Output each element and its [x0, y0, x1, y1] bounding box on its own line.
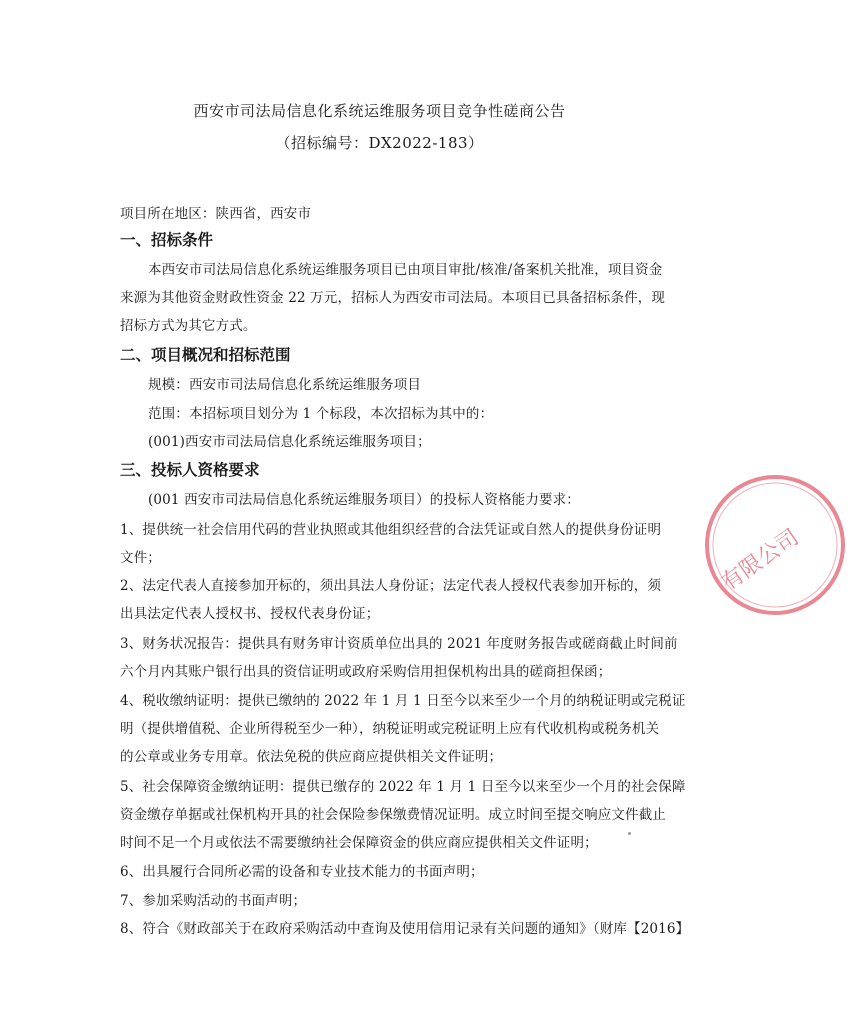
scan-speck	[628, 832, 631, 835]
section-3-line: 2、法定代表人直接参加开标的，须出具法人身份证；法定代表人授权代表参加开标的，须	[120, 578, 662, 594]
tender-number: （招标编号：DX2022-183）	[275, 134, 484, 152]
svg-text:有限公司	[717, 525, 803, 596]
section-2-line: 范围：本招标项目划分为 1 个标段，本次招标为其中的：	[148, 406, 494, 422]
section-3-line: 1、提供统一社会信用代码的营业执照或其他组织经营的合法凭证或自然人的提供身份证明	[120, 522, 662, 538]
section-3-line: 明（提供增值税、企业所得税至少一种），纳税证明或完税证明上应有代收机构或税务机关	[120, 721, 660, 737]
section-2-heading: 二、项目概况和招标范围	[120, 346, 291, 364]
red-seal-stamp	[700, 470, 850, 620]
section-3-line: 文件；	[120, 550, 161, 566]
section-3-line: 六个月内其账户银行出具的资信证明或政府采购信用担保机构出具的磋商担保函；	[120, 664, 612, 680]
section-3-line: 3、财务状况报告：提供具有财务审计资质单位出具的 2021 年度财务报告或磋商截止时间前	[120, 636, 678, 652]
section-1-line: 来源为其他资金财政性资金 22 万元，招标人为西安市司法局。本项目已具备招标条件，现	[120, 290, 666, 306]
section-3-line: 8、符合《财政部关于在政府采购活动中查询及使用信用记录有关问题的通知》（财库【2016】	[120, 921, 690, 937]
section-3-line: 出具法定代表人授权书、授权代表身份证；	[120, 606, 380, 622]
section-3-line: 4、税收缴纳证明：提供已缴纳的 2022 年 1 月 1 日至今以来至少一个月的纳税证明或完税证	[120, 693, 686, 709]
section-2-line: (001)西安市司法局信息化系统运维服务项目；	[148, 434, 431, 450]
section-3-heading: 三、投标人资格要求	[120, 461, 260, 479]
section-3-line: 资金缴存单据或社保机构开具的社会保险参保缴费情况证明。成立时间至提交响应文件截止	[120, 807, 666, 823]
section-2-line: 规模：西安市司法局信息化系统运维服务项目	[148, 377, 421, 393]
project-location: 项目所在地区：陕西省，西安市	[120, 206, 312, 222]
section-3-line: 的公章或业务专用章。依法免税的供应商应提供相关文件证明；	[120, 749, 503, 765]
section-3-line: 5、社会保障资金缴纳证明：提供已缴存的 2022 年 1 月 1 日至今以来至少一个月的社会保障	[120, 779, 686, 795]
document-title: 西安市司法局信息化系统运维服务项目竞争性磋商公告	[193, 102, 566, 120]
section-3-line: 时间不足一个月或依法不需要缴纳社会保障资金的供应商应提供相关文件证明；	[120, 835, 598, 851]
section-3-line: 6、出具履行合同所必需的设备和专业技术能力的书面声明；	[120, 864, 484, 880]
section-3-line: (001 西安市司法局信息化系统运维服务项目）的投标人资格能力要求：	[148, 492, 580, 508]
section-1-heading: 一、招标条件	[120, 231, 214, 249]
section-3-line: 7、参加采购活动的书面声明；	[120, 893, 307, 909]
stamp-text: 有限公司	[717, 525, 804, 597]
section-1-line: 本西安市司法局信息化系统运维服务项目已由项目审批/核准/备案机关批准，项目资金	[148, 262, 663, 278]
section-1-line: 招标方式为其它方式。	[120, 318, 257, 334]
